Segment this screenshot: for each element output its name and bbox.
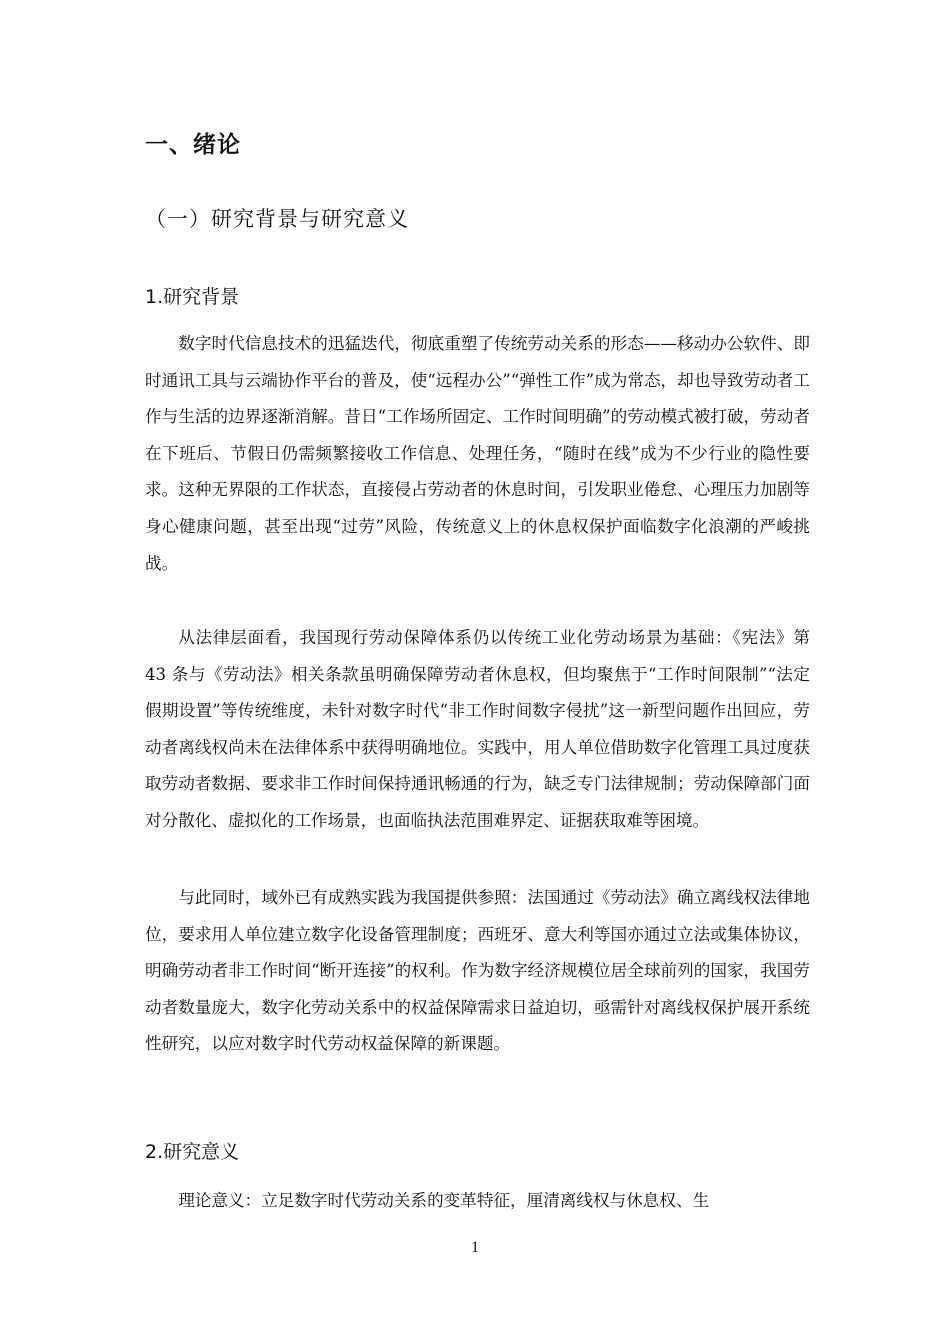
subsection-heading-significance: 2.研究意义 (145, 1141, 240, 1163)
page-number: 1 (471, 1239, 479, 1256)
chapter-heading: 一、绪论 (145, 132, 241, 158)
subsection-heading-background: 1.研究背景 (145, 286, 240, 308)
section-heading: （一）研究背景与研究意义 (145, 207, 409, 231)
paragraph-significance-1: 理论意义：立足数字时代劳动关系的变革特征，厘清离线权与休息权、生 (178, 1191, 710, 1210)
paragraph-background-1: 数字时代信息技术的迅猛迭代，彻底重塑了传统劳动关系的形态——移动办公软件、即时通讯工具与云端协作平台的普及，使“远程办公”“弹性工作”成为常态，却也导致劳动者工作与生活的边界逐渐消解。昔日“工作场所固定、工作时间明确”的劳动模式被打破，劳动者在下班后、节假日仍需频繁接收工作信息、处理任务，“随时在线”成为不少行业的隐性要求。这种无界限的工作状态，直接侵占劳动者的休息时间，引发职业倦怠、心理压力加剧等身心健康问题，甚至出现“过劳”风险，传统意义上的休息权保护面临数字化浪潮的严峻挑战。 (145, 334, 810, 573)
paragraph-background-2: 从法律层面看，我国现行劳动保障体系仍以传统工业化劳动场景为基础：《宪法》第 43 条与《劳动法》相关条款虽明确保障劳动者休息权，但均聚焦于“工作时间限制”“法定假期设置”等传统维度，未针对数字时代“非工作时间数字侵扰”这一新型问题作出回应，劳动者离线权尚未在法律体系中获得明确地位。实践中，用人单位借助数字化管理工具过度获取劳动者数据、要求非工作时间保持通讯畅通的行为，缺乏专门法律规制；劳动保障部门面对分散化、虚拟化的工作场景，也面临执法范围难界定、证据获取难等困境。 (145, 628, 810, 830)
paragraph-background-3: 与此同时，域外已有成熟实践为我国提供参照：法国通过《劳动法》确立离线权法律地位，要求用人单位建立数字化设备管理制度；西班牙、意大利等国亦通过立法或集体协议，明确劳动者非工作时间“断开连接”的权利。作为数字经济规模位居全球前列的国家，我国劳动者数量庞大，数字化劳动关系中的权益保障需求日益迫切，亟需针对离线权保护展开系统性研究，以应对数字时代劳动权益保障的新课题。 (145, 888, 810, 1054)
